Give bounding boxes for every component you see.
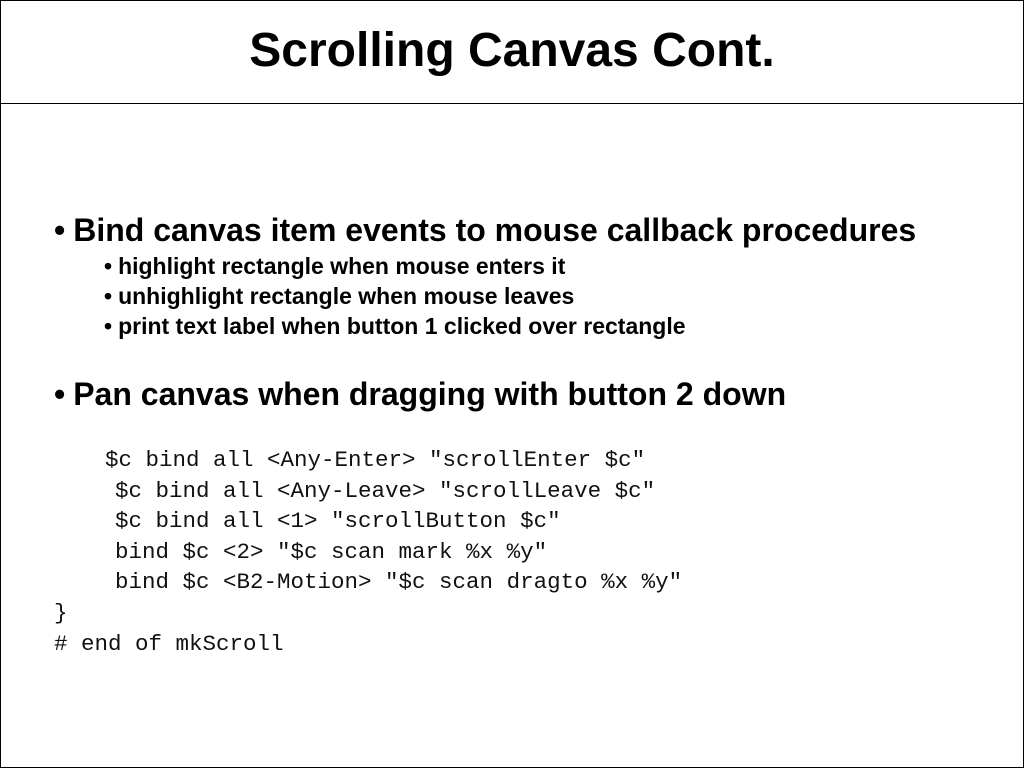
sub-bullet-highlight — [104, 252, 565, 280]
code-line-7: # end of mkScroll — [54, 631, 284, 657]
title-bar — [1, 1, 1023, 104]
code-line-6: } — [54, 600, 68, 626]
bullet-icon: • — [104, 253, 113, 279]
bullet-pan-canvas — [54, 375, 786, 413]
bullet-bind-canvas-events — [54, 211, 916, 249]
slide-title: Scrolling Canvas Cont. — [249, 23, 775, 77]
code-line-5: bind $c <B2-Motion> "$c scan dragto %x %y" — [115, 569, 683, 595]
bullet-text: Pan canvas when dragging with button 2 down — [73, 376, 787, 412]
code-line-4: bind $c <2> "$c scan mark %x %y" — [115, 539, 548, 565]
code-line-3: $c bind all <1> "scrollButton $c" — [115, 508, 561, 534]
code-line-2: $c bind all <Any-Leave> "scrollLeave $c" — [115, 478, 656, 504]
sub-bullet-text: unhighlight rectangle when mouse leaves — [118, 283, 575, 309]
sub-bullet-text: highlight rectangle when mouse enters it — [118, 253, 566, 279]
bullet-icon: • — [54, 376, 66, 412]
bullet-text: Bind canvas item events to mouse callback procedures — [73, 212, 917, 248]
sub-bullet-print-label — [104, 312, 686, 340]
sub-bullet-unhighlight — [104, 282, 574, 310]
code-line-1: $c bind all <Any-Enter> "scrollEnter $c" — [105, 447, 646, 473]
bullet-icon: • — [54, 212, 66, 248]
bullet-icon: • — [104, 313, 113, 339]
sub-bullet-text: print text label when button 1 clicked over rectangle — [118, 313, 686, 339]
bullet-icon: • — [104, 283, 113, 309]
